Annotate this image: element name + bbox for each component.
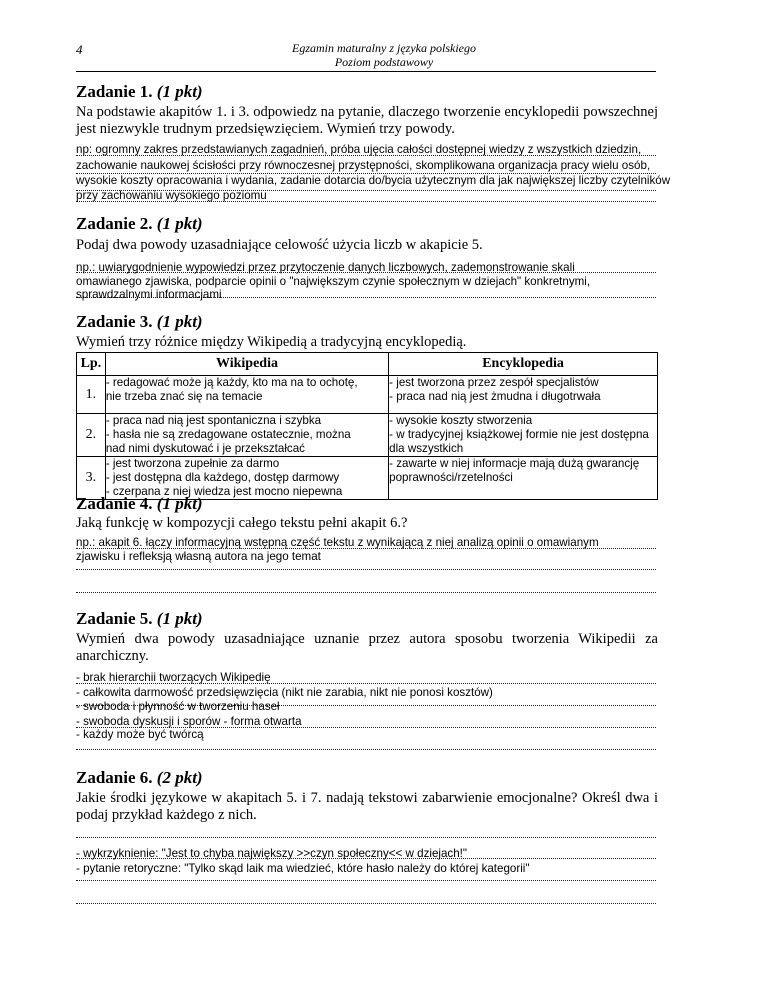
wikipedia-cell <box>105 414 388 457</box>
header-line-2: Poziom podstawowy <box>334 55 434 69</box>
task-4-answer-line-2: zjawisku i refleksją własną autora na jego temat <box>76 550 321 563</box>
task-2-points: (1 pkt) <box>156 214 203 233</box>
cell-line: - praca nad nią jest spontaniczna i szybka <box>105 414 322 427</box>
answer-line <box>76 592 656 593</box>
task-2-question: Podaj dwa powody uzasadniające celowość użycia liczb w akapicie 5. <box>76 237 483 253</box>
header-line-1: Egzamin maturalny z języka polskiego <box>292 41 476 55</box>
task-6-title <box>76 768 203 788</box>
task-5-points: (1 pkt) <box>156 609 203 628</box>
header-divider <box>76 71 656 72</box>
row-number: 3. <box>77 457 106 500</box>
header-wikipedia: Wikipedia <box>105 353 388 376</box>
task-6-points: (2 pkt) <box>156 768 203 787</box>
task-1-points: (1 pkt) <box>156 82 203 101</box>
header-encyklopedia: Encyklopedia <box>389 353 658 376</box>
answer-line <box>76 569 656 570</box>
wikipedia-cell <box>105 376 388 414</box>
task-4-answer-line-1: np.: akapit 6. łączy informacyjną wstępną część tekstu z wynikającą z niej analizą opinii o omawianym <box>76 536 599 549</box>
task-5-answer-line-4: - swoboda dyskusji i sporów - forma otwarta <box>76 715 302 728</box>
cell-line: - jest dostępna dla każdego, dostęp darmowy <box>105 471 340 484</box>
row-number: 2. <box>77 414 106 457</box>
encyklopedia-cell <box>389 457 658 500</box>
task-6-answer-line-2: - pytanie retoryczne: "Tylko skąd laik ma wiedzieć, które hasło należy do której kategorii" <box>76 862 530 875</box>
page-header <box>200 41 568 69</box>
task-3-question: Wymień trzy różnice między Wikipedią a tradycyjną encyklopedią. <box>76 334 467 350</box>
task-1-answer-line-4: przy zachowaniu wysokiego poziomu <box>76 189 267 202</box>
cell-line: dla wszystkich <box>389 442 464 455</box>
row-number: 1. <box>77 376 106 414</box>
cell-line: - jest tworzona przez zespół specjalistów <box>389 376 599 389</box>
table-row <box>77 376 658 414</box>
task-4-points: (1 pkt) <box>156 494 203 513</box>
task-5-question: Wymień dwa powody uzasadniające uznanie przez autora sposobu tworzenia Wikipedii za anarchiczny. <box>76 631 658 664</box>
task-4-question: Jaką funkcję w kompozycji całego tekstu pełni akapit 6.? <box>76 515 408 531</box>
cell-line: - jest tworzona zupełnie za darmo <box>105 457 280 470</box>
answer-line <box>76 837 656 838</box>
task-1-answer-line-1: np: ogromny zakres przedstawianych zagadnień, próba ujęcia całości dostępnej wiedzy z wszystkich dziedzin, <box>76 143 642 156</box>
task-4-title <box>76 494 203 514</box>
cell-line: - w tradycyjnej książkowej formie nie jest dostępna <box>389 428 649 441</box>
task-5-answer-line-3: - swoboda i płynność w tworzeniu haseł <box>76 700 280 713</box>
task-1-label: Zadanie 1. <box>76 82 153 101</box>
answer-line <box>76 903 656 904</box>
cell-line: - czerpana z niej wiedza jest mocno niepewna <box>105 485 343 498</box>
cell-line: - redagować może ją każdy, kto ma na to ochotę, <box>105 376 358 389</box>
task-2-label: Zadanie 2. <box>76 214 153 233</box>
cell-line: poprawności/rzetelności <box>389 471 513 484</box>
cell-line: - praca nad nią jest żmudna i długotrwała <box>389 390 601 403</box>
comparison-table <box>76 352 658 500</box>
task-6-answer-line-1: - wykrzyknienie: "Jest to chyba największy >>czyn społeczny<< w dziejach!" <box>76 847 467 860</box>
table-header-row <box>77 353 658 376</box>
cell-line: - wysokie koszty stworzenia <box>389 414 533 427</box>
task-2-answer-line-3: sprawdzalnymi informacjami <box>76 288 222 301</box>
answer-line <box>76 880 656 881</box>
task-2-title <box>76 214 203 234</box>
task-5-title <box>76 609 203 629</box>
cell-line: nie trzeba znać się na temacie <box>105 390 263 403</box>
task-3-title <box>76 312 203 332</box>
task-3-label: Zadanie 3. <box>76 312 153 331</box>
task-1-answer-line-3: wysokie koszty opracowania i wydania, zadanie dotarcia do/bycia użytecznym dla jak największej liczby czytelników <box>76 174 671 187</box>
task-4-label: Zadanie 4. <box>76 494 153 513</box>
answer-line <box>76 749 656 750</box>
page-number: 4 <box>76 42 83 57</box>
task-6-label: Zadanie 6. <box>76 768 153 787</box>
task-2-answer-line-1: np.: uwiarygodnienie wypowiedzi przez przytoczenie danych liczbowych, zademonstrowanie skali <box>76 261 575 274</box>
task-5-answer-line-2: - całkowita darmowość przedsięwzięcia (nikt nie zarabia, nikt nie ponosi kosztów) <box>76 686 493 699</box>
table-row <box>77 414 658 457</box>
task-5-answer-line-5: - każdy może być twórcą <box>76 728 204 741</box>
task-6-question: Jakie środki językowe w akapitach 5. i 7. nadają tekstowi zabarwienie emocjonalne? Określ dwa i podaj przykład każdego z nich. <box>76 790 658 823</box>
task-1-answer-line-2: zachowanie naukowej ścisłości przy równoczesnej przystępności, skomplikowana organizacja pracy wielu osób, <box>76 159 651 172</box>
encyklopedia-cell <box>389 414 658 457</box>
encyklopedia-cell <box>389 376 658 414</box>
task-1-question: Na podstawie akapitów 1. i 3. odpowiedz na pytanie, dlaczego tworzenie encyklopedii powszechnej jest niezwykle trudnym przedsięwzięciem. Wymień trzy powody. <box>76 104 658 137</box>
task-3-points: (1 pkt) <box>156 312 203 331</box>
cell-line: nad nimi dyskutować i je przekształcać <box>105 442 305 455</box>
task-2-answer-line-2: omawianego zjawiska, podparcie opinii o "największym czynie społecznym w dziejach" konkretnymi, <box>76 275 591 288</box>
task-5-answer-line-1: - brak hierarchii tworzących Wikipedię <box>76 671 271 684</box>
cell-line: - zawarte w niej informacje mają dużą gwarancję <box>389 457 640 470</box>
task-1-title <box>76 82 203 102</box>
cell-line: - hasła nie są zredagowane ostatecznie, można <box>105 428 351 441</box>
task-5-label: Zadanie 5. <box>76 609 153 628</box>
header-lp: Lp. <box>77 353 106 376</box>
